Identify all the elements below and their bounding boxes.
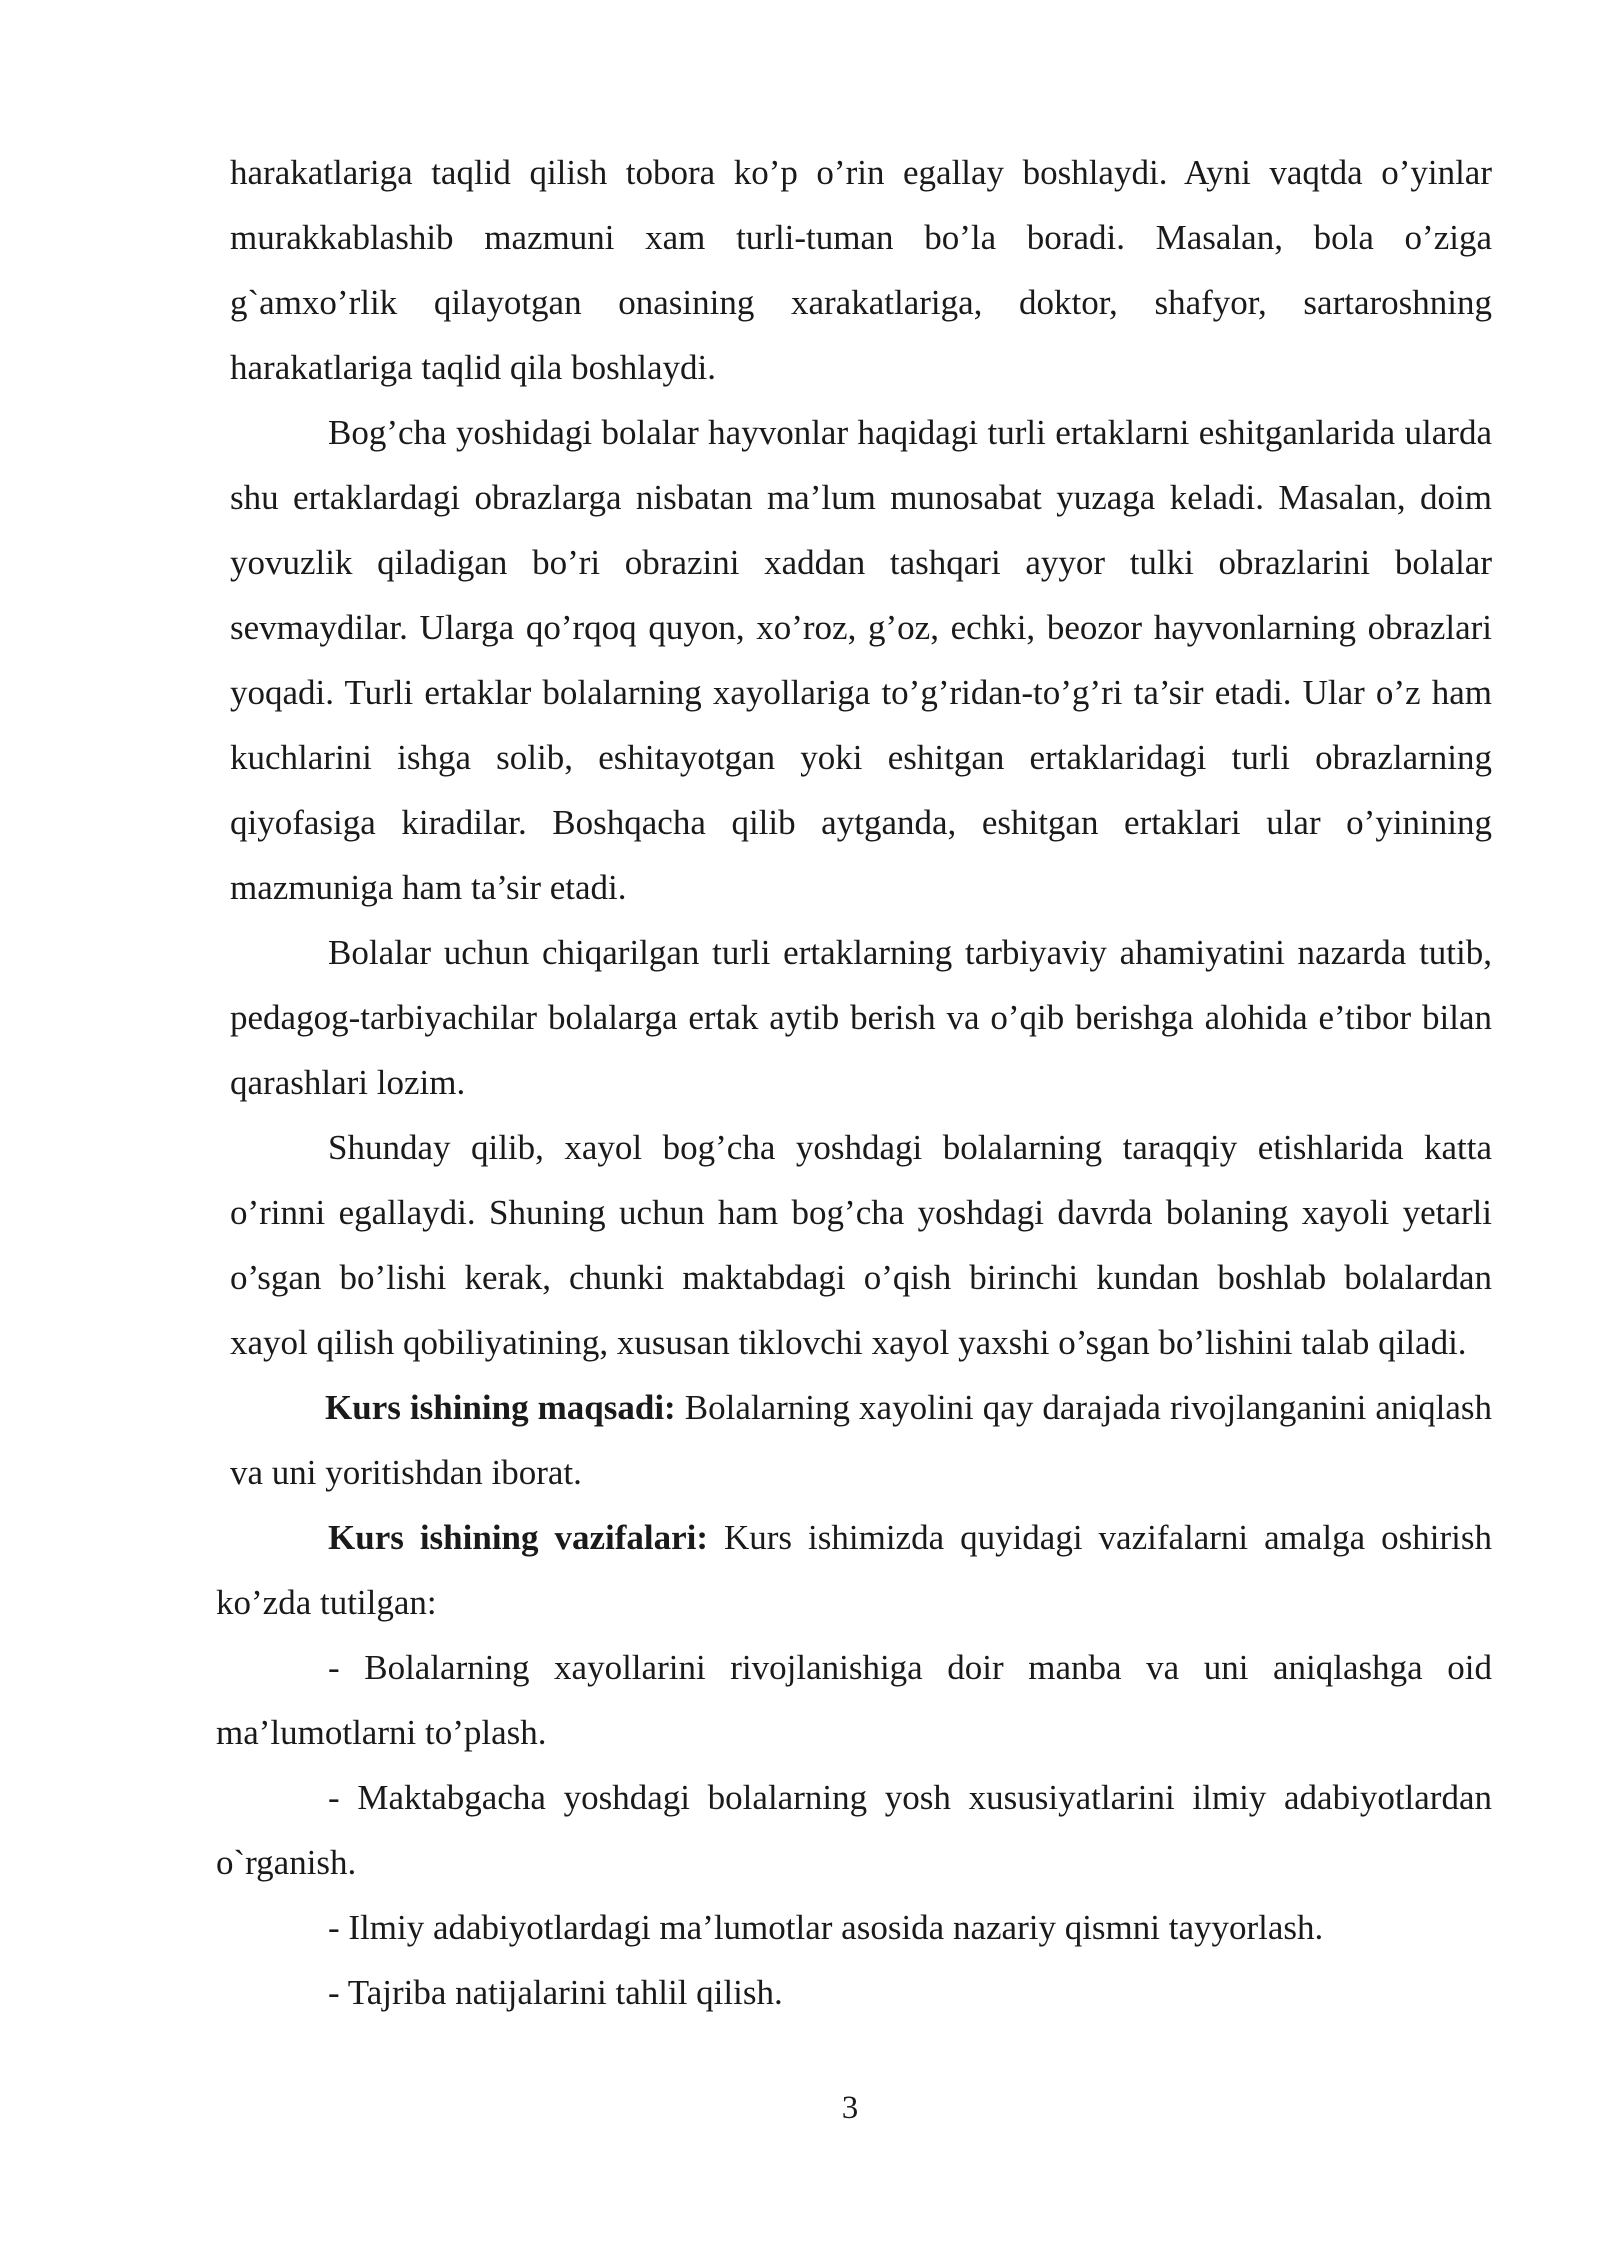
goal-text: Bolalarning xayolini qay darajada rivojlanganini aniqlash va uni yoritishdan iborat. <box>230 1388 1492 1492</box>
paragraph-imagination-role: Shunday qilib, xayol bog’cha yoshdagi bolalarning taraqqiy etishlarida katta o’rinni egallaydi. Shuning uchun ham bog’cha yoshdagi davrda bolaning xayoli yetarli o’sgan bo’lishi kerak, chunki maktabdagi o’qish birinchi kundan boshlab bolalardan xayol qilish qobiliyatining, xususan tiklovchi xayol yaxshi o’sgan bo’lishini talab qiladi. <box>230 1128 1492 1362</box>
tasks-paragraph <box>216 1505 1492 1635</box>
goal-paragraph <box>230 1375 1492 1505</box>
paragraph-fairy-tales: Bog’cha yoshidagi bolalar hayvonlar haqidagi turli ertaklarni eshitganlarida ularda shu ertaklardagi obrazlarga nisbatan ma’lum munosabat yuzaga keladi. Masalan, doim yovuzlik qiladigan bo’ri obrazini xaddan tashqari ayyor tulki obrazlarini bolalar sevmaydilar. Ularga qo’rqoq quyon, xo’roz, g’oz, echki, beozor hayvonlarning obrazlari yoqadi. Turli ertaklar bolalarning xayollariga to’g’ridan-to’g’ri ta’sir etadi. Ular o’z ham kuchlarini ishga solib, eshitayotgan yoki eshitgan ertaklaridagi turli obrazlarning qiyofasiga kiradilar. Boshqacha qilib aytganda, eshitgan ertaklari ular o’yinining mazmuniga ham ta’sir etadi. <box>230 413 1492 907</box>
paragraph-imitation-games: harakatlariga taqlid qilish tobora ko’p o’rin egallay boshlaydi. Ayni vaqtda o’yinlar murakkablashib mazmuni xam turli-tuman bo’la boradi. Masalan, bola o’ziga g`amxo’rlik qilayotgan onasining xarakatlariga, doktor, shafyor, sartaroshning harakatlariga taqlid qila boshlaydi. <box>230 153 1492 387</box>
task-item: - Ilmiy adabiyotlardagi ma’lumotlar asosida nazariy qismni tayyorlash. <box>328 1908 1324 1947</box>
task-item: - Bolalarning xayollarini rivojlanishiga doir manba va uni aniqlashga oid ma’lumotlarni to’plash. <box>216 1648 1492 1752</box>
tasks-label: Kurs ishining vazifalari: <box>328 1518 709 1557</box>
task-item: - Maktabgacha yoshdagi bolalarning yosh xususiyatlarini ilmiy adabiyotlardan o`rganish. <box>216 1778 1492 1882</box>
document-page <box>216 140 1492 2025</box>
paragraph-educational-value: Bolalar uchun chiqarilgan turli ertaklarning tarbiyaviy ahamiyatini nazarda tutib, pedagog-tarbiyachilar bolalarga ertak aytib berish va o’qib berishga alohida e’tibor bilan qarashlari lozim. <box>230 933 1492 1102</box>
task-item: - Tajriba natijalarini tahlil qilish. <box>328 1973 783 2012</box>
tasks-text: Kurs ishimizda quyidagi vazifalarni amalga oshirish ko’zda tutilgan: <box>216 1518 1492 1622</box>
page-number: 3 <box>841 2090 859 2126</box>
goal-label: Kurs ishining maqsadi: <box>325 1388 676 1427</box>
